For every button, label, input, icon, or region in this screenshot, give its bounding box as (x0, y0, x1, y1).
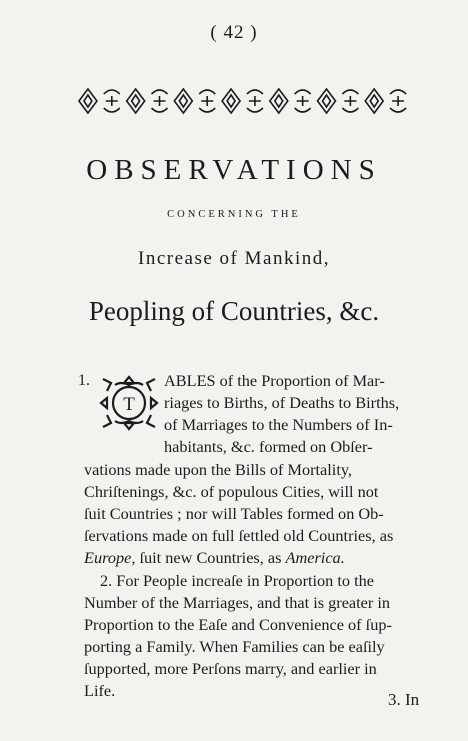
ornament-segment (104, 90, 120, 112)
text-line: ſuit Countries ; nor will Tables formed on Ob- (84, 504, 384, 523)
ornament-segment (390, 90, 406, 112)
page-title: OBSERVATIONS (86, 154, 382, 186)
text-line: ABLES of the Proportion of Mar- (164, 371, 385, 390)
text-line: 2. For People increaſe in Proportion to the (100, 571, 375, 590)
text-line: habitants, &c. formed on Obſer- (164, 437, 373, 456)
drop-cap-letter: T (123, 394, 135, 415)
text-line: ſupported, more Perſons marry, and earlier in (84, 659, 377, 678)
drop-cap-ornament-icon (97, 373, 161, 433)
ornament-segment (365, 89, 383, 113)
catchword: 3. In (388, 690, 420, 709)
text-line: of Marriages to the Numbers of In- (164, 415, 393, 434)
text-line: Number of the Marriages, and that is greater in (84, 593, 391, 612)
subtitle-peopling: Peopling of Countries, &c. (88, 296, 380, 326)
subtitle-increase: Increase of Mankind, (138, 248, 330, 269)
ornament-segment (270, 89, 288, 113)
italic-america: America. (285, 548, 345, 567)
ornament-segment (127, 89, 145, 113)
text-line (84, 548, 345, 568)
text-line: Proportion to the Eaſe and Convenience of ſup- (84, 615, 392, 634)
text-line: vations made upon the Bills of Mortality, (84, 460, 353, 479)
ornament-segment (174, 89, 192, 113)
italic-europe: Europe, (84, 548, 136, 567)
printers-ornament-icon (76, 86, 410, 116)
text-line: riages to Births, of Deaths to Births, (164, 393, 400, 412)
text-line: Chriſtenings, &c. of populous Cities, will not (84, 482, 379, 501)
ornament-segment (79, 89, 97, 113)
text-line: Life. (84, 681, 116, 700)
text-fragment: ſuit new Countries, as (135, 548, 286, 567)
text-line: ſervations made on full ſettled old Countries, as (84, 526, 394, 545)
page-number: ( 42 ) (210, 22, 258, 43)
ornament-segment (295, 90, 311, 112)
paragraph-number: 1. (78, 372, 90, 389)
text-line: porting a Family. When Families can be eaſily (84, 637, 385, 656)
ornament-segment (152, 90, 168, 112)
ornament-segment (247, 90, 263, 112)
ornament-segment (318, 89, 336, 113)
ornament-segment (199, 90, 215, 112)
ornament-segment (222, 89, 240, 113)
subtitle-concerning: CONCERNING THE (167, 209, 301, 220)
ornament-segment (342, 90, 358, 112)
